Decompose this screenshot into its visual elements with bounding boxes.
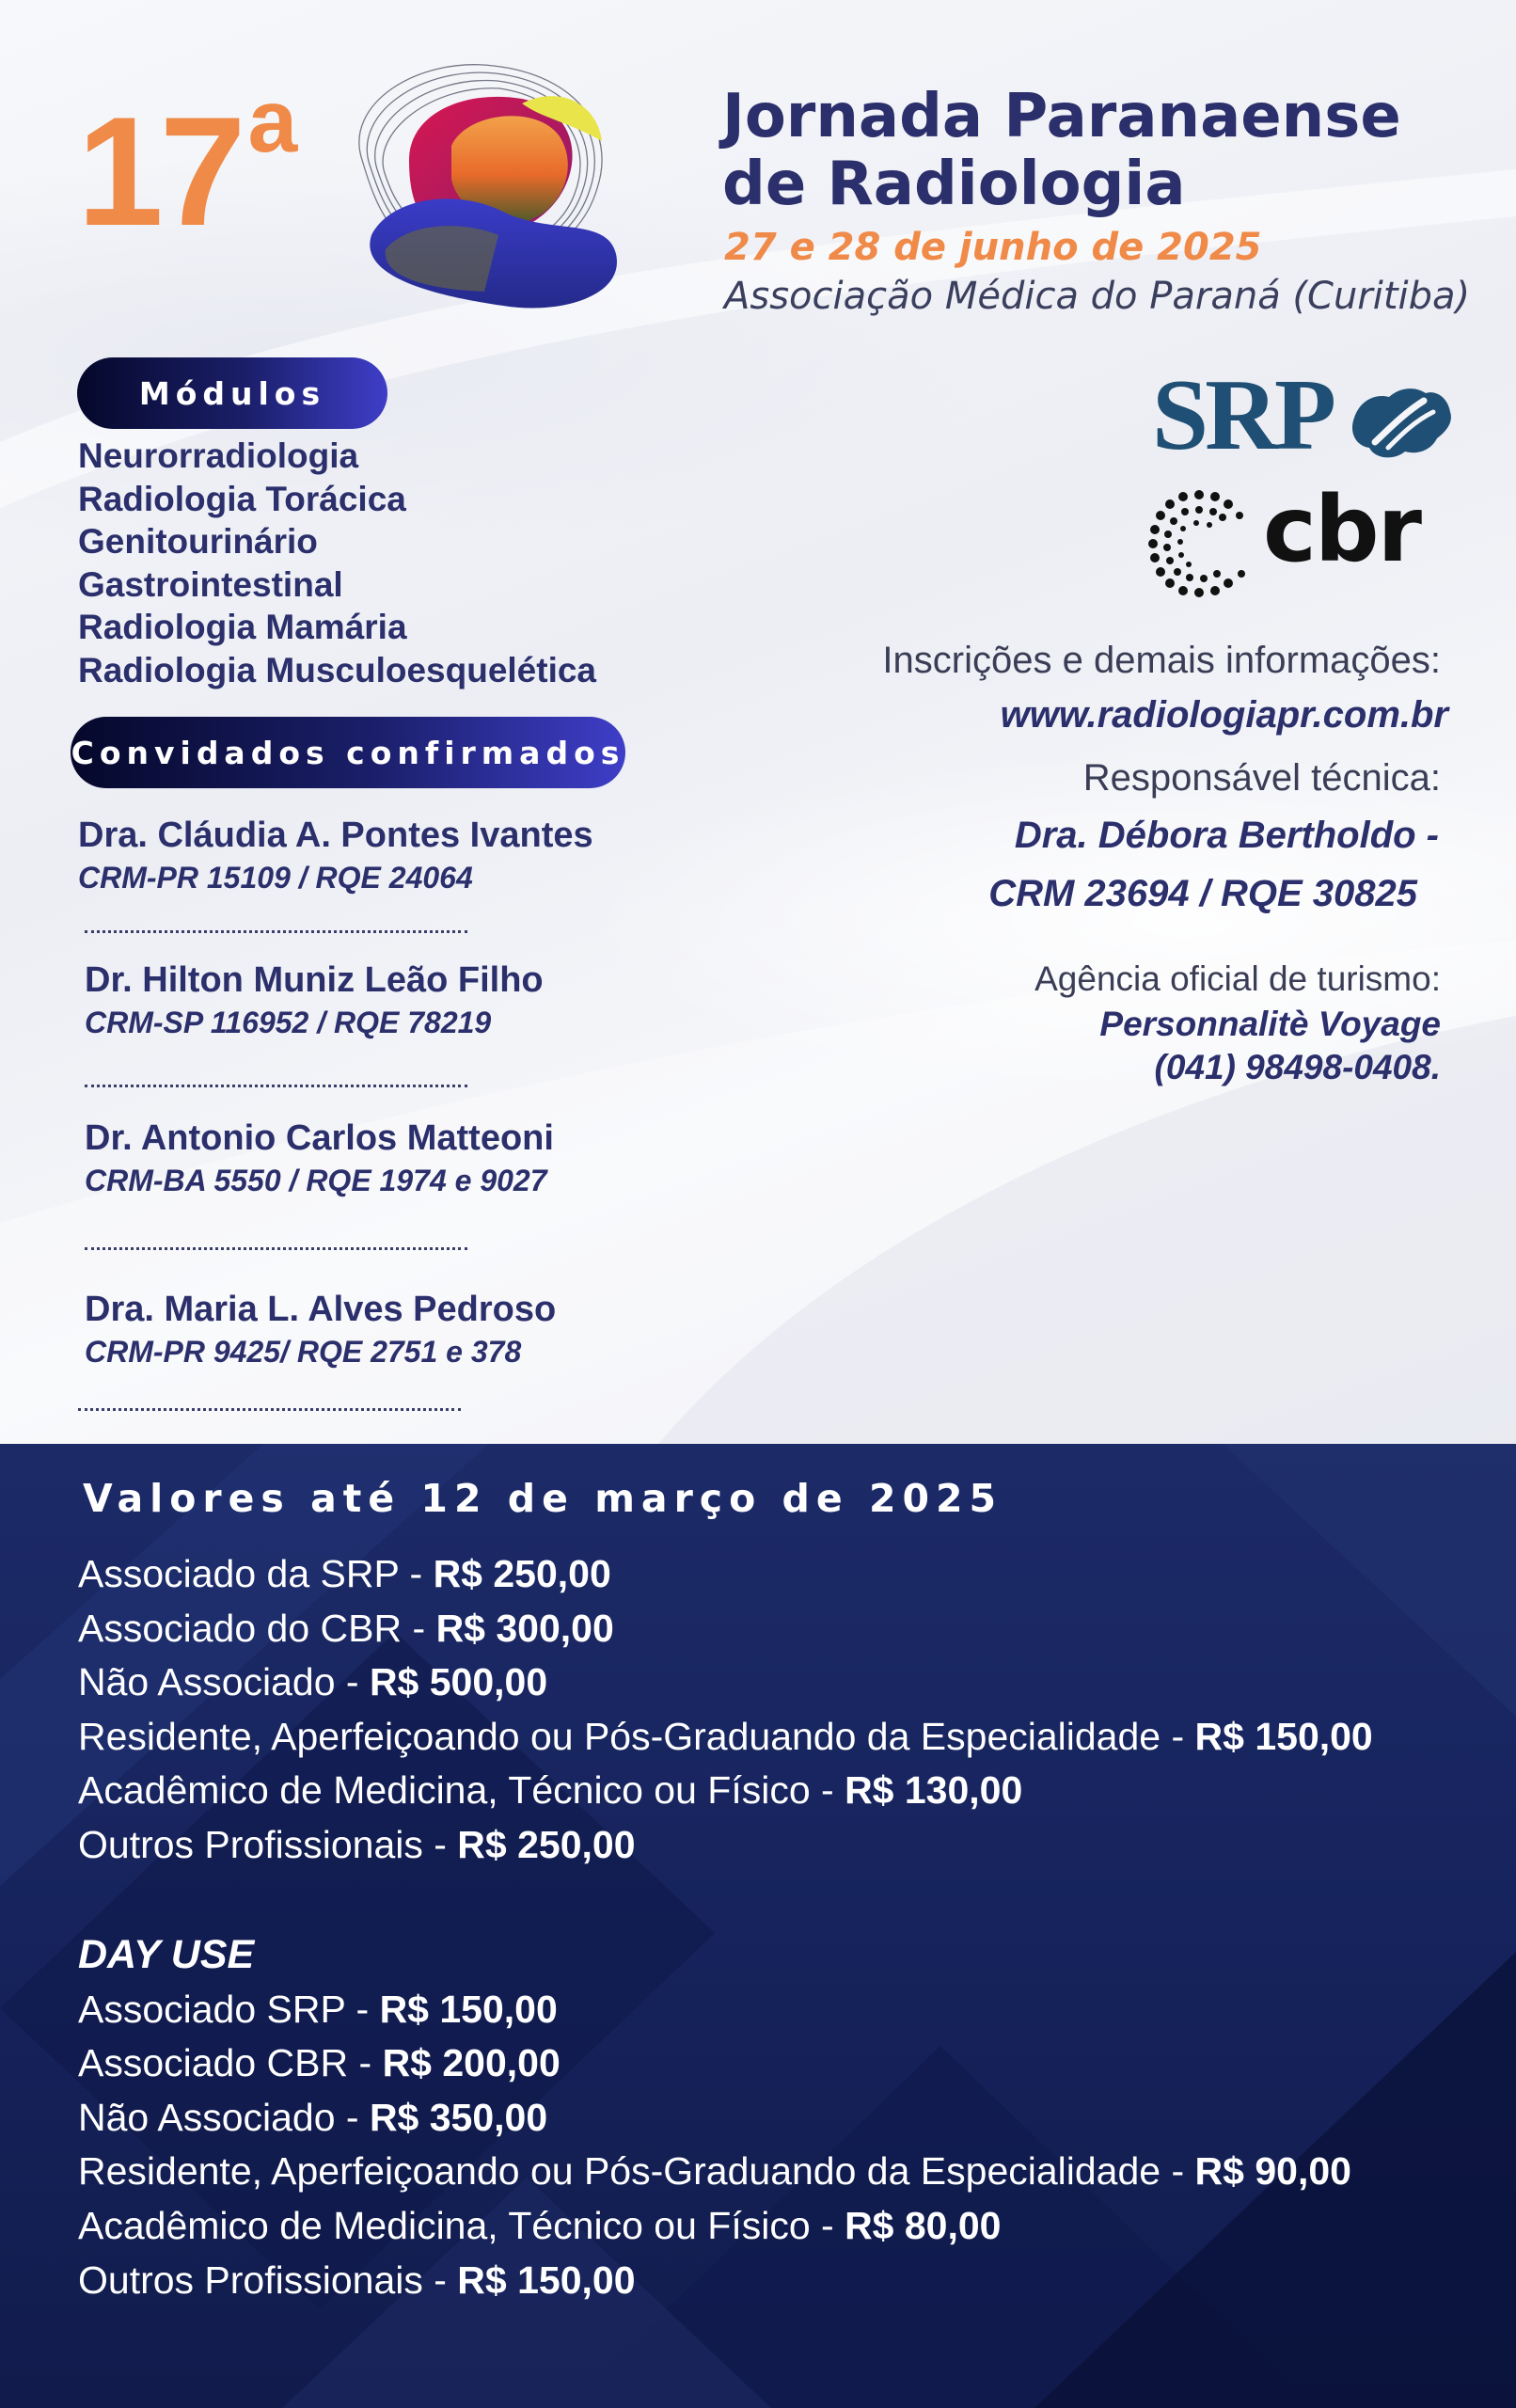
- guest-item: [85, 959, 544, 1044]
- event-venue: Associação Médica do Paraná (Curitiba): [724, 275, 1471, 318]
- event-dates: 27 e 28 de junho de 2025: [724, 226, 1262, 269]
- technical-name: Dra. Débora Bertholdo -: [1014, 815, 1439, 856]
- price-list: [78, 1547, 1373, 1873]
- guest-item: [85, 1117, 554, 1202]
- module-item: Radiologia Mamária: [78, 608, 407, 646]
- guest-divider: [85, 930, 467, 933]
- srp-logo: SRP: [1152, 359, 1334, 471]
- guest-divider: [85, 1247, 467, 1250]
- agency-phone: (041) 98498-0408.: [1154, 1048, 1441, 1086]
- guest-item: [85, 1289, 556, 1373]
- module-item: Genitourinário: [78, 522, 318, 561]
- guest-name: Dr. Antonio Carlos Matteoni: [85, 1118, 554, 1158]
- guest-crm: CRM-PR 15109 / RQE 24064: [78, 861, 473, 895]
- modules-list: [78, 435, 596, 691]
- guest-name: Dra. Cláudia A. Pontes Ivantes: [78, 816, 593, 855]
- cbr-logo: cbr: [1263, 477, 1420, 582]
- module-item: Radiologia Torácica: [78, 479, 406, 518]
- price-row: Não Associado - R$ 350,00: [78, 2095, 548, 2139]
- cbr-dots-icon: [1147, 487, 1251, 600]
- price-row: Associado CBR - R$ 200,00: [78, 2041, 561, 2085]
- day-use-title: DAY USE: [78, 1932, 255, 1977]
- website-link[interactable]: www.radiologiapr.com.br: [1000, 694, 1448, 736]
- module-item: Gastrointestinal: [78, 564, 343, 604]
- agency-name: Personnalitè Voyage: [1099, 1005, 1441, 1043]
- guest-name: Dra. Maria L. Alves Pedroso: [85, 1290, 557, 1329]
- price-row: Não Associado - R$ 500,00: [78, 1660, 548, 1704]
- price-row: Acadêmico de Medicina, Técnico ou Físico - R$ 80,00: [78, 2203, 1002, 2247]
- agency-label: Agência oficial de turismo:: [1034, 959, 1441, 998]
- edition-number: 17$^a$: [77, 71, 294, 258]
- registration-label: Inscrições e demais informações:: [882, 640, 1441, 681]
- modules-heading: Módulos: [77, 357, 387, 429]
- guest-crm: CRM-BA 5550 / RQE 1974 e 9027: [85, 1164, 547, 1197]
- guest-divider: [85, 1085, 467, 1087]
- price-row: Associado do CBR - R$ 300,00: [78, 1606, 614, 1650]
- guest-item: [78, 815, 593, 899]
- guest-crm: CRM-PR 9425/ RQE 2751 e 378: [85, 1335, 522, 1369]
- technical-label: Responsável técnica:: [1082, 757, 1441, 799]
- technical-crm: CRM 23694 / RQE 30825: [988, 873, 1417, 914]
- module-item: Neurorradiologia: [78, 436, 359, 475]
- guest-divider: [78, 1408, 461, 1411]
- price-row: Associado SRP - R$ 150,00: [78, 1987, 558, 2031]
- price-row: Residente, Aperfeiçoando ou Pós-Graduando da Especialidade - R$ 90,00: [78, 2149, 1351, 2194]
- guests-heading: Convidados confirmados: [71, 717, 625, 788]
- parana-map-icon: [1347, 380, 1455, 467]
- price-row: Outros Profissionais - R$ 150,00: [78, 2258, 636, 2302]
- module-item: Radiologia Musculoesquelética: [78, 650, 597, 689]
- event-logo-blob: [334, 47, 635, 320]
- guest-name: Dr. Hilton Muniz Leão Filho: [85, 960, 544, 1000]
- pricing-section: [0, 1444, 1516, 2408]
- price-row: Associado da SRP - R$ 250,00: [78, 1552, 611, 1595]
- guest-crm: CRM-SP 116952 / RQE 78219: [85, 1006, 492, 1039]
- day-use-list: [78, 1928, 1351, 2307]
- pricing-title: Valores até 12 de março de 2025: [83, 1476, 1003, 1521]
- event-title: Jornada Paranaense de Radiologia: [722, 82, 1401, 219]
- price-row: Outros Profissionais - R$ 250,00: [78, 1822, 636, 1866]
- price-row: Residente, Aperfeiçoando ou Pós-Graduando da Especialidade - R$ 150,00: [78, 1714, 1373, 1758]
- price-row: Acadêmico de Medicina, Técnico ou Físico - R$ 130,00: [78, 1768, 1023, 1813]
